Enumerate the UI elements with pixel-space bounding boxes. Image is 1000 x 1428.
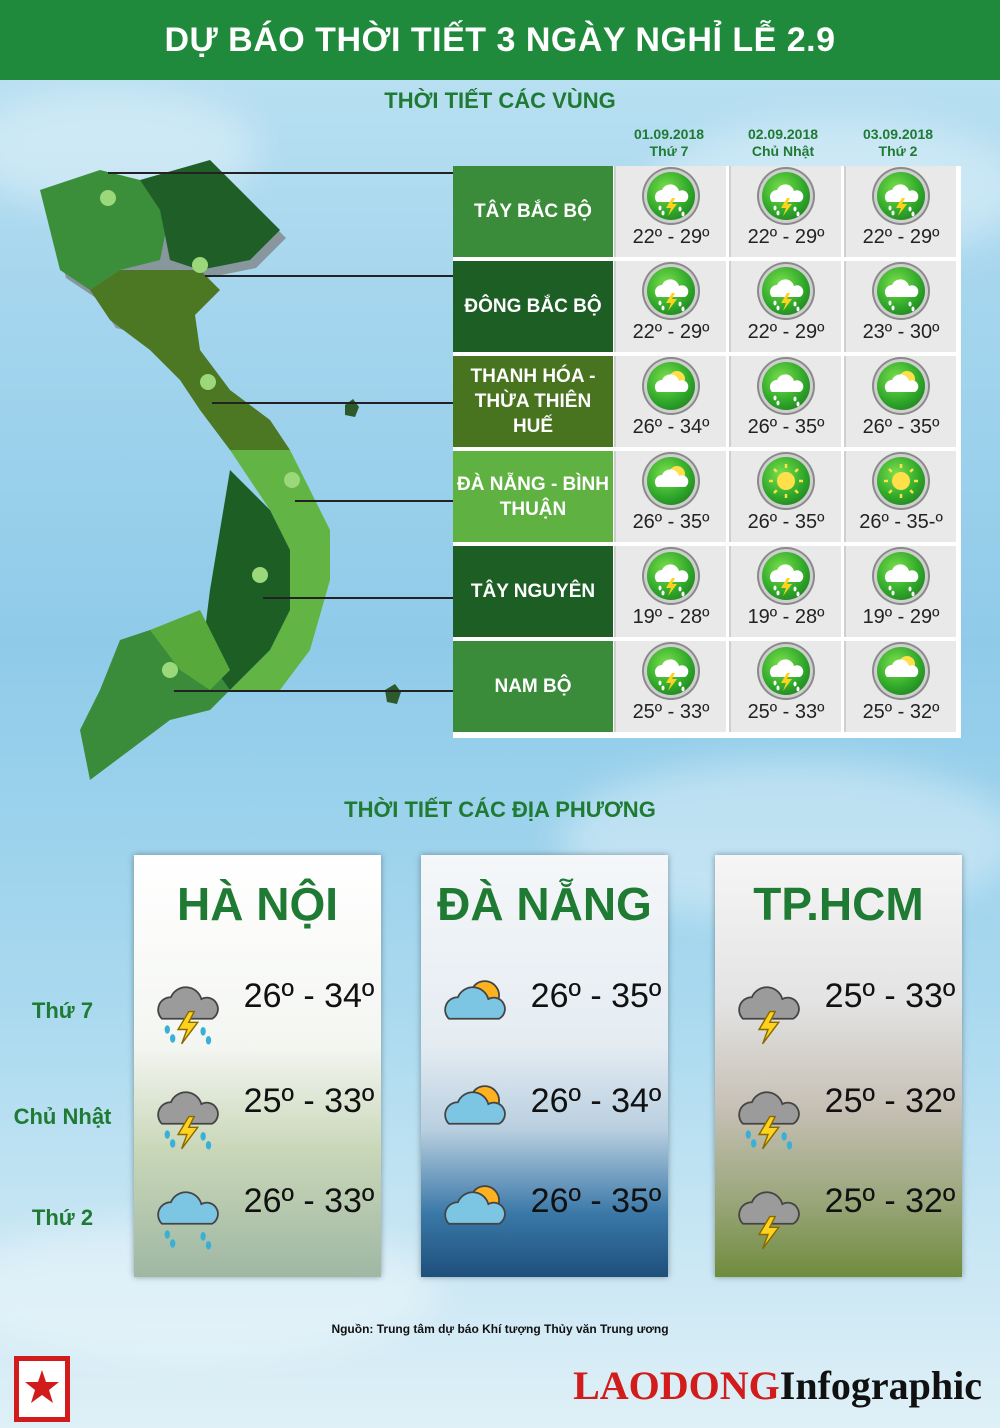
temperature-range: 26º - 34º	[632, 416, 710, 438]
sun-cloud-icon	[431, 965, 517, 1035]
sun-cloud-icon	[877, 647, 925, 695]
region-name: TÂY NGUYÊN	[453, 546, 613, 637]
forecast-cell	[844, 546, 956, 637]
thunder-rain-icon	[762, 552, 810, 600]
cloud-rain-icon	[877, 267, 925, 315]
region-row	[453, 166, 961, 261]
date-header	[614, 126, 724, 160]
temperature-range: 22º - 29º	[747, 321, 825, 343]
temperature-range: 26º - 35º	[862, 416, 940, 438]
temperature-range: 26º - 35-º	[859, 511, 943, 533]
brand-name: LAODONG	[573, 1363, 780, 1408]
thunder-rain-icon	[647, 267, 695, 315]
region-row	[453, 261, 961, 356]
date-label: 02.09.2018	[747, 126, 819, 142]
thunder-rain-icon	[144, 1070, 230, 1140]
connector-line	[295, 500, 453, 502]
thunder-rain-icon	[725, 1070, 811, 1140]
temperature-range: 25º - 33º	[747, 701, 825, 723]
temperature-range: 26º - 35º	[632, 511, 710, 533]
cloud-rain-icon	[877, 552, 925, 600]
sun-icon	[877, 457, 925, 505]
temperature-range: 22º - 29º	[747, 226, 825, 248]
region-name: THANH HÓA - THỪA THIÊN HUẾ	[453, 356, 613, 447]
thunder-rain-icon	[647, 647, 695, 695]
region-row	[453, 546, 961, 641]
forecast-cell	[844, 166, 956, 257]
temperature-range: 26º - 35º	[747, 511, 825, 533]
date-label: 03.09.2018	[862, 126, 934, 142]
thunder-rain-icon	[762, 647, 810, 695]
thunder-rain-icon	[877, 172, 925, 220]
city-card-hanoi	[134, 855, 381, 1277]
region-name: ĐÔNG BẮC BỘ	[453, 261, 613, 352]
date-label: 01.09.2018	[633, 126, 705, 142]
temperature-range: 26º - 35º	[747, 416, 825, 438]
day-label-mon: Thứ 2	[31, 1205, 94, 1230]
city-temperature: 25º - 33º	[824, 977, 956, 1015]
city-temperature: 26º - 35º	[530, 977, 662, 1015]
date-header	[728, 126, 838, 160]
city-temperature: 26º - 33º	[243, 1182, 375, 1220]
forecast-cell	[729, 546, 841, 637]
sun-icon	[762, 457, 810, 505]
temperature-range: 25º - 32º	[862, 701, 940, 723]
temperature-range: 19º - 29º	[862, 606, 940, 628]
day-label: Thứ 7	[649, 143, 689, 159]
forecast-cell	[614, 261, 726, 352]
connector-line	[205, 275, 453, 277]
forecast-cell	[844, 356, 956, 447]
temperature-range: 25º - 33º	[632, 701, 710, 723]
city-temperature: 25º - 33º	[243, 1082, 375, 1120]
page-title: DỰ BÁO THỜI TIẾT 3 NGÀY NGHỈ LỄ 2.9	[164, 20, 836, 59]
forecast-cell	[729, 261, 841, 352]
section-title-locals: THỜI TIẾT CÁC ĐỊA PHƯƠNG	[344, 797, 656, 822]
day-label: Thứ 2	[878, 143, 918, 159]
thunder-rain-icon	[762, 172, 810, 220]
temperature-range: 19º - 28º	[632, 606, 710, 628]
forecast-cell	[614, 641, 726, 732]
cloud-rain-icon	[144, 1170, 230, 1240]
region-row	[453, 451, 961, 546]
city-temperature: 25º - 32º	[824, 1082, 956, 1120]
city-temperature: 26º - 34º	[243, 977, 375, 1015]
connector-line	[174, 690, 454, 692]
sun-cloud-icon	[431, 1070, 517, 1140]
city-temperature: 25º - 32º	[824, 1182, 956, 1220]
star-logo-icon	[12, 1354, 72, 1424]
city-temperature: 26º - 35º	[530, 1182, 662, 1220]
thunder-rain-icon	[647, 172, 695, 220]
forecast-cell	[614, 546, 726, 637]
forecast-cell	[844, 451, 956, 542]
region-name: TÂY BẮC BỘ	[453, 166, 613, 257]
temperature-range: 22º - 29º	[632, 321, 710, 343]
brand-suffix: Infographic	[779, 1363, 982, 1408]
title-bar	[0, 0, 1000, 80]
sun-cloud-icon	[877, 362, 925, 410]
section-title-regions: THỜI TIẾT CÁC VÙNG	[384, 88, 616, 113]
connector-line	[212, 402, 453, 404]
sun-cloud-icon	[647, 362, 695, 410]
temperature-range: 23º - 30º	[862, 321, 940, 343]
forecast-cell	[729, 166, 841, 257]
day-label: Chủ Nhật	[751, 143, 815, 159]
brand-logo	[573, 1362, 982, 1409]
forecast-cell	[844, 261, 956, 352]
city-name: ĐÀ NẴNG	[437, 878, 652, 930]
day-label-sat: Thứ 7	[31, 998, 94, 1023]
city-card-hcm	[715, 855, 962, 1277]
temperature-range: 22º - 29º	[862, 226, 940, 248]
forecast-cell	[614, 451, 726, 542]
region-row	[453, 356, 961, 451]
forecast-cell	[844, 641, 956, 732]
forecast-cell	[729, 451, 841, 542]
sun-cloud-icon	[431, 1170, 517, 1240]
thunder-rain-icon	[647, 552, 695, 600]
city-name: HÀ NỘI	[177, 878, 338, 930]
footer	[0, 1352, 1000, 1428]
thunder-icon	[725, 1170, 811, 1240]
source-note: Nguồn: Trung tâm dự báo Khí tượng Thủy văn Trung ương	[331, 1322, 669, 1336]
thunder-icon	[725, 965, 811, 1035]
city-card-danang	[421, 855, 668, 1277]
region-row	[453, 641, 961, 736]
thunder-rain-icon	[762, 267, 810, 315]
temperature-range: 22º - 29º	[632, 226, 710, 248]
city-name: TP.HCM	[753, 878, 924, 930]
region-forecast-table	[453, 166, 961, 738]
forecast-cell	[614, 356, 726, 447]
city-temperature: 26º - 34º	[530, 1082, 662, 1120]
day-label-sun: Chủ Nhật	[13, 1104, 112, 1129]
region-name: ĐÀ NẴNG - BÌNH THUẬN	[453, 451, 613, 542]
forecast-cell	[614, 166, 726, 257]
connector-line	[263, 597, 453, 599]
forecast-cell	[729, 641, 841, 732]
region-name: NAM BỘ	[453, 641, 613, 732]
temperature-range: 19º - 28º	[747, 606, 825, 628]
date-header	[843, 126, 953, 160]
vietnam-map	[30, 150, 460, 800]
connector-line	[108, 172, 453, 174]
thunder-rain-icon	[144, 965, 230, 1035]
sun-cloud-icon	[647, 457, 695, 505]
cloud-rain-icon	[762, 362, 810, 410]
forecast-cell	[729, 356, 841, 447]
